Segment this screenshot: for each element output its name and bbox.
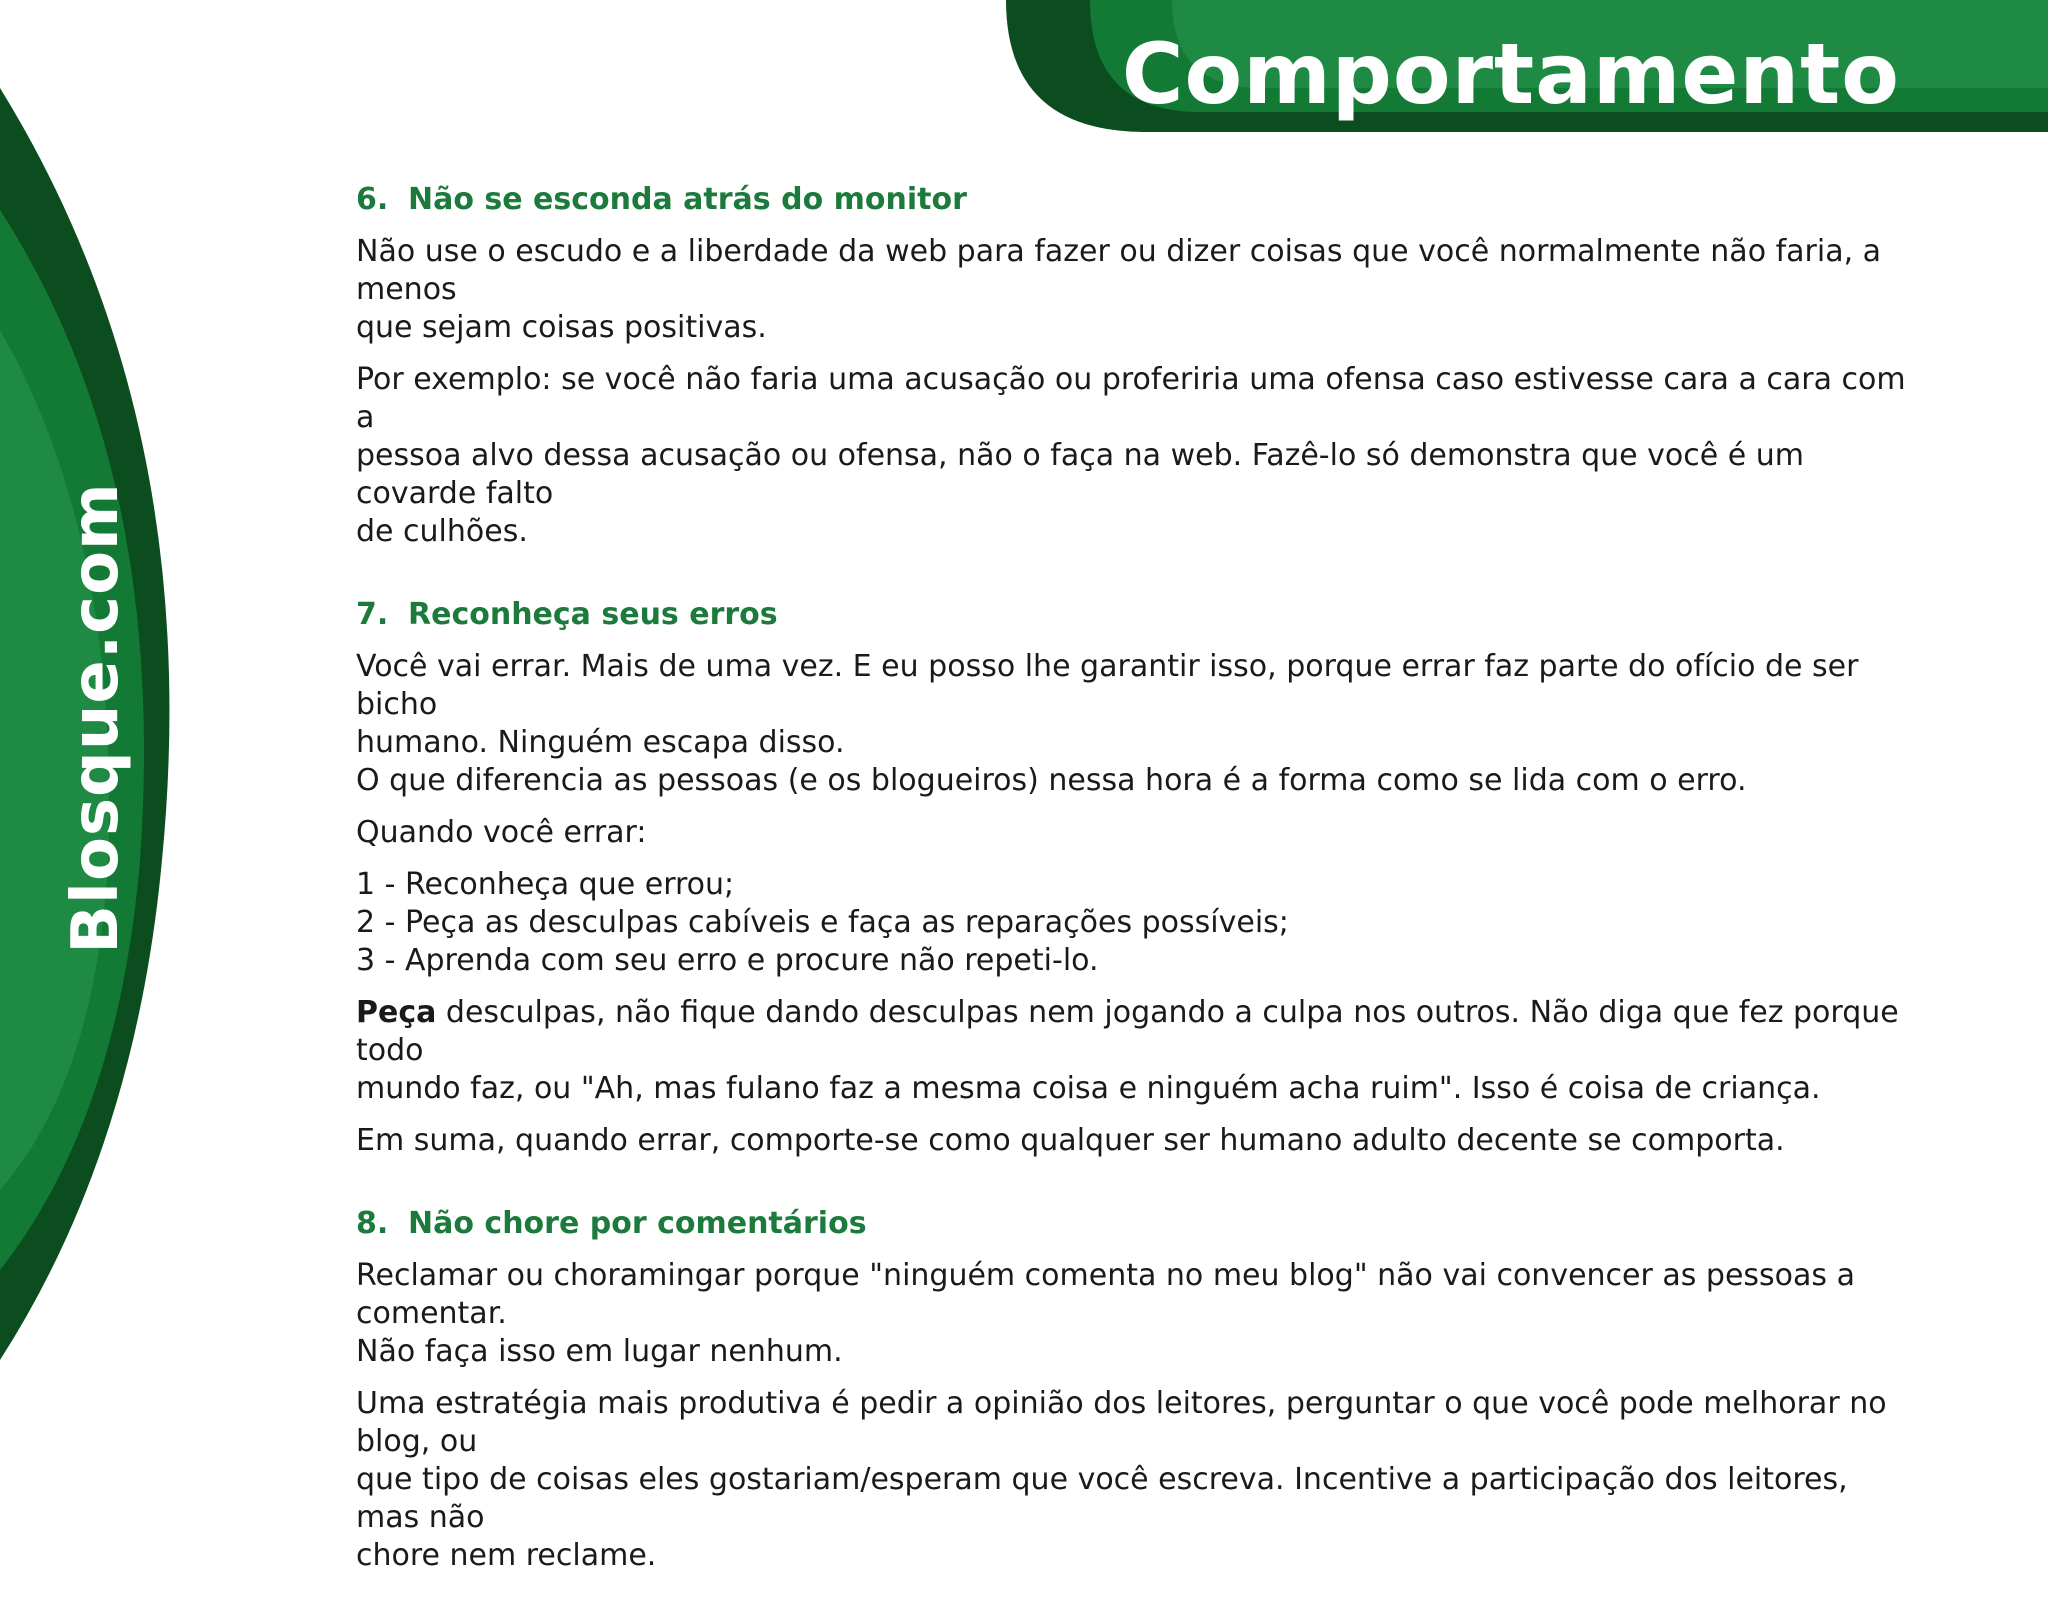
list-item: 1 - Reconheça que errou; [356,867,735,902]
paragraph [356,1257,1916,1371]
section-8 [356,1204,1916,1575]
paragraph [356,814,1916,852]
bold-word: Peça [356,995,437,1030]
section-number: 7. [356,597,389,632]
section-heading [356,1204,1916,1243]
paragraph [356,361,1916,551]
text-line: pessoa alvo dessa acusação ou ofensa, não o faça na web. Fazê-lo só demonstra que você é um covarde falto [356,438,1804,511]
list-item: 3 - Aprenda com seu erro e procure não repeti-lo. [356,943,1099,978]
section-heading [356,595,1916,634]
text-line: humano. Ninguém escapa disso. [356,725,845,760]
paragraph [356,1122,1916,1160]
text-line: Uma estratégia mais produtiva é pedir a opinião dos leitores, perguntar o que você pode melhorar no blog, ou [356,1386,1887,1459]
text-line: chore nem reclame. [356,1538,657,1573]
brand-logo-text: Blosque.com [59,482,133,954]
text-line: Por exemplo: se você não faria uma acusação ou proferiria uma ofensa caso estivesse cara a cara com a [356,362,1906,435]
section-7 [356,595,1916,1160]
text-line: que sejam coisas positivas. [356,310,767,345]
text-line: O que diferencia as pessoas (e os blogueiros) nessa hora é a forma como se lida com o erro. [356,763,1747,798]
section-6 [356,180,1916,551]
section-number: 6. [356,182,389,217]
text-line: que tipo de coisas eles gostariam/esperam que você escreva. Incentive a participação dos leitores, mas não [356,1462,1848,1535]
section-title: Não chore por comentários [408,1206,867,1241]
text-line: mundo faz, ou "Ah, mas fulano faz a mesma coisa e ninguém acha ruim". Isso é coisa de criança. [356,1071,1821,1106]
text-line: Quando você errar: [356,815,647,850]
text-line: Em suma, quando errar, comporte-se como qualquer ser humano adulto decente se comporta. [356,1123,1785,1158]
text-fragment: desculpas, não fique dando desculpas nem jogando a culpa nos outros. Não diga que fez porque todo [356,995,1899,1068]
text-line: Você vai errar. Mais de uma vez. E eu posso lhe garantir isso, porque errar faz parte do ofício de ser bicho [356,649,1859,722]
paragraph [356,1385,1916,1575]
section-title: Reconheça seus erros [408,597,778,632]
list-item: 2 - Peça as desculpas cabíveis e faça as reparações possíveis; [356,905,1289,940]
text-line: Não use o escudo e a liberdade da web para fazer ou dizer coisas que você normalmente não faria, a menos [356,234,1882,307]
section-heading [356,180,1916,219]
numbered-steps [356,866,1916,980]
section-title: Não se esconda atrás do monitor [408,182,967,217]
paragraph [356,233,1916,347]
section-number: 8. [356,1206,389,1241]
paragraph [356,648,1916,800]
text-line [356,994,1916,1070]
paragraph [356,994,1916,1108]
text-line: Reclamar ou choramingar porque "ninguém comenta no meu blog" não vai convencer as pessoas a comentar. [356,1258,1855,1331]
article-content [356,180,1916,1619]
text-line: Não faça isso em lugar nenhum. [356,1334,843,1369]
page-title: Comportamento [1121,25,1900,123]
text-line: de culhões. [356,514,528,549]
